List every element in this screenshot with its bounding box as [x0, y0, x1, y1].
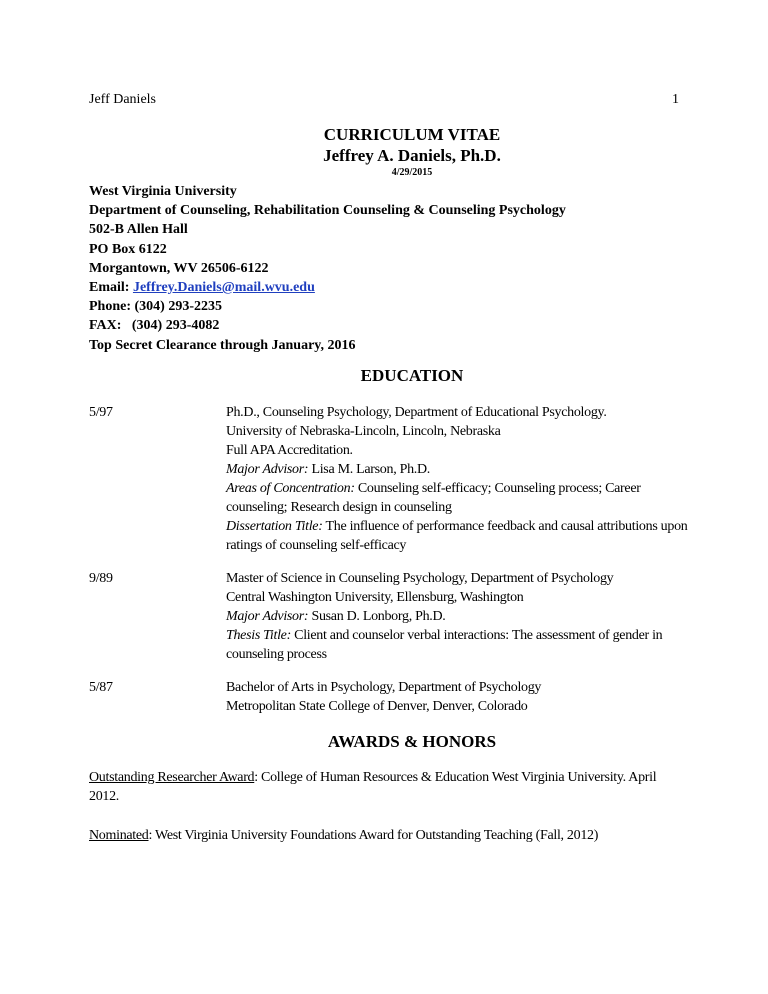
email-link[interactable]: Jeffrey.Daniels@mail.wvu.edu: [132, 280, 315, 296]
contact-university: West Virginia University: [89, 184, 237, 199]
contact-phone: Phone: (304) 293-2235: [89, 299, 222, 315]
education-date: 5/87: [89, 680, 113, 695]
education-degree: Ph.D., Counseling Psychology, Department of Educational Psychology.: [226, 405, 607, 420]
education-thesis: [226, 517, 696, 555]
advisor-name: Susan D. Lonborg, Ph.D.: [311, 609, 446, 624]
education-details: [226, 569, 696, 664]
advisor-label: Major Advisor:: [226, 609, 309, 624]
advisor-label: Major Advisor:: [226, 462, 309, 477]
contact-city: Morgantown, WV 26506-6122: [89, 260, 269, 276]
contact-po-box: PO Box 6122: [89, 241, 167, 257]
advisor-name: Lisa M. Larson, Ph.D.: [311, 462, 430, 477]
education-degree: Master of Science in Counseling Psychology, Department of Psychology: [226, 571, 614, 586]
education-degree: Bachelor of Arts in Psychology, Department of Psychology: [226, 680, 542, 695]
education-school: Central Washington University, Ellensburg, Washington: [226, 590, 524, 605]
education-date: 5/97: [89, 405, 113, 420]
running-head-name: Jeff Daniels: [89, 92, 156, 107]
education-details: [226, 678, 696, 716]
award-text: : College of Human Resources & Education West Virginia University. April 2012.: [89, 770, 657, 804]
thesis-label: Thesis Title:: [226, 628, 291, 643]
areas-label: Areas of Concentration:: [226, 481, 355, 496]
cv-name: Jeffrey A. Daniels, Ph.D.: [323, 146, 501, 165]
award-label: Outstanding Researcher Award: [89, 770, 255, 785]
contact-block: [89, 182, 566, 355]
education-advisor: [226, 607, 696, 626]
email-label: Email:: [89, 280, 130, 296]
thesis-label: Dissertation Title:: [226, 519, 323, 534]
thesis-text: The influence of performance feedback and causal attributions upon ratings of counseling self-efficacy: [226, 519, 688, 553]
cv-date: 4/29/2015: [391, 167, 433, 178]
contact-clearance: Top Secret Clearance through January, 2016: [89, 337, 356, 353]
contact-office: 502-B Allen Hall: [89, 222, 188, 238]
contact-department: Department of Counseling, Rehabilitation Counseling & Counseling Psychology: [89, 203, 566, 219]
running-header: [89, 92, 679, 108]
contact-email-line: [89, 278, 566, 297]
education-school: University of Nebraska-Lincoln, Lincoln, Nebraska: [226, 424, 501, 439]
education-school: Metropolitan State College of Denver, Denver, Colorado: [226, 699, 528, 714]
education-advisor: [226, 460, 696, 479]
awards-heading: AWARDS & HONORS: [327, 732, 497, 751]
award-item: [89, 826, 689, 845]
title-block: [0, 124, 768, 180]
education-date: 9/89: [89, 571, 113, 586]
award-label: Nominated: [89, 828, 149, 843]
page-number: 1: [672, 92, 679, 107]
award-item: [89, 768, 689, 806]
areas-text: Counseling self-efficacy; Counseling process; Career counseling; Research design in counseling: [226, 481, 641, 515]
education-details: [226, 403, 696, 555]
education-accreditation: Full APA Accreditation.: [226, 443, 353, 458]
award-text: : West Virginia University Foundations Award for Outstanding Teaching (Fall, 2012): [148, 828, 599, 843]
contact-fax: FAX: (304) 293-4082: [89, 318, 220, 334]
thesis-text: Client and counselor verbal interactions: The assessment of gender in counseling process: [226, 628, 663, 662]
education-areas: [226, 479, 696, 517]
cv-title: CURRICULUM VITAE: [323, 125, 501, 144]
education-thesis: [226, 626, 696, 664]
education-heading: EDUCATION: [360, 366, 464, 385]
